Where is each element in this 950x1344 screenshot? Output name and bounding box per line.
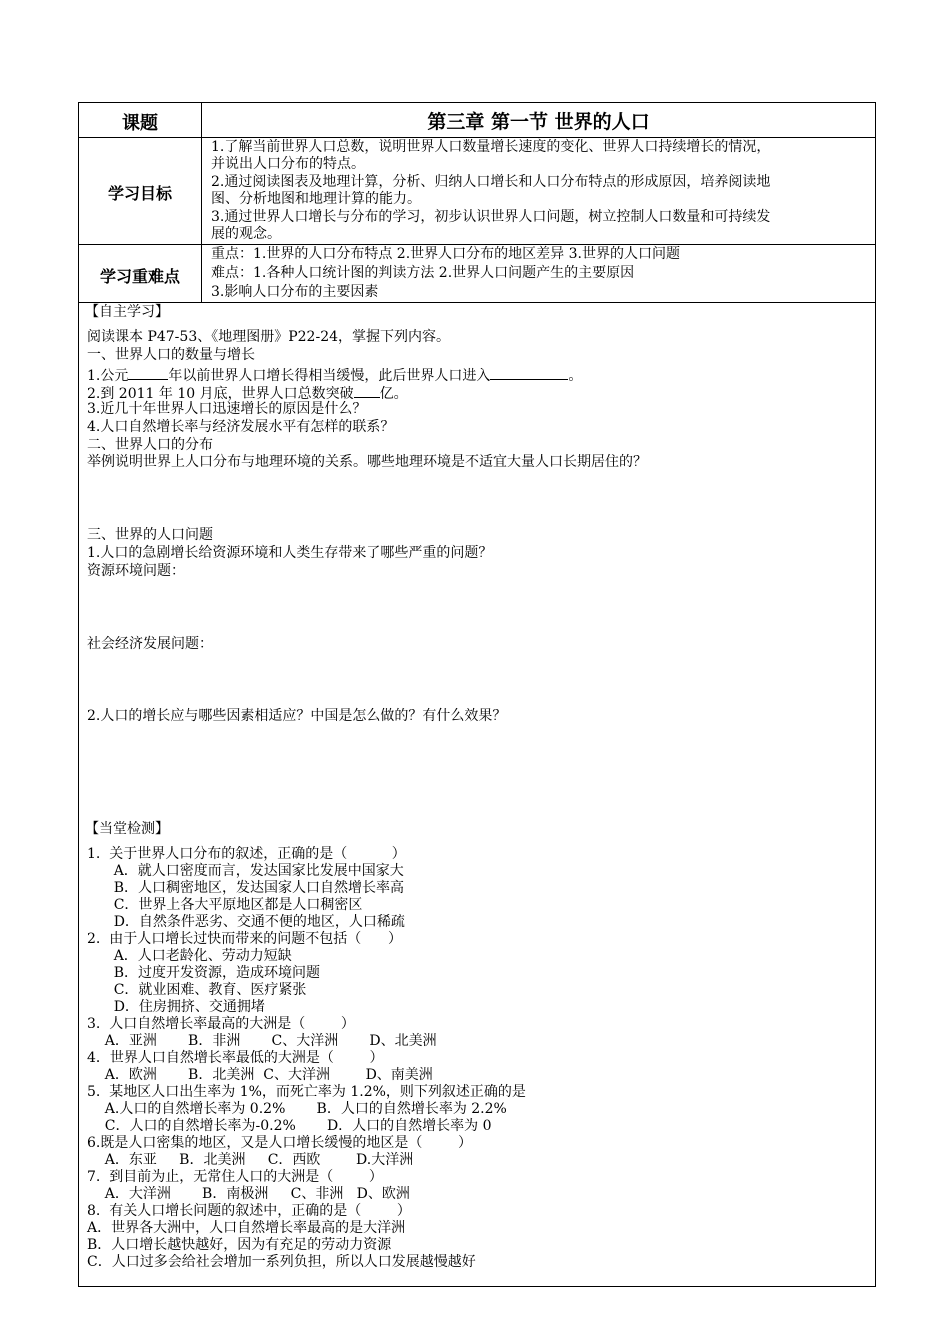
quiz-line: 3. 人口自然增长率最高的大洲是（ ） [87, 1016, 355, 1032]
quiz-line: A．欧洲 B．北美洲 C、大洋洲 D、南美洲 [87, 1067, 433, 1083]
row-divider [79, 244, 875, 245]
reading-intro: 阅读课本 P47-53、《地理图册》P22-24，掌握下列内容。 [87, 329, 451, 345]
question: 1.人口的急剧增长给资源环境和人类生存带来了哪些严重的问题？ [87, 545, 493, 561]
goal-line: 1.了解当前世界人口总数，说明世界人口数量增长速度的变化、世界人口持续增长的情况， [211, 139, 771, 155]
focus-line: 难点：1.各种人口统计图的判读方法 2.世界人口问题产生的主要原因 [211, 265, 635, 281]
question: 4.人口自然增长率与经济发展水平有怎样的联系？ [87, 419, 395, 435]
row-divider [79, 137, 875, 138]
answer-blank[interactable] [354, 383, 380, 398]
quiz-line: B．人口稠密地区，发达国家人口自然增长率高 [87, 880, 404, 896]
answer-blank[interactable] [490, 365, 568, 380]
quiz-line: A．人口老龄化、劳动力短缺 [87, 948, 292, 964]
quiz-line: B．人口增长越快越好，因为有充足的劳动力资源 [87, 1237, 392, 1253]
fill-blank-question: 2.到 2011 年 10 月底，世界人口总数突破 亿。 [87, 383, 408, 403]
quiz-line: D．住房拥挤、交通拥堵 [87, 999, 265, 1015]
focus-line: 重点：1.世界的人口分布特点 2.世界人口分布的地区差异 3.世界的人口问题 [211, 246, 680, 262]
goal-line: 3.通过世界人口增长与分布的学习，初步认识世界人口问题，树立控制人口数量和可持续发 [211, 209, 771, 225]
goal-line: 图、分析地图和地理计算的能力。 [211, 191, 421, 207]
focus-label: 学习重难点 [99, 267, 180, 286]
quiz-heading: 【当堂检测】 [85, 821, 169, 837]
question: 举例说明世界上人口分布与地理环境的关系。哪些地理环境是不适宜大量人口长期居住的？ [87, 454, 647, 470]
quiz-line: 4．世界人口自然增长率最低的大洲是（ ） [87, 1050, 384, 1066]
quiz-line: C．世界上各大平原地区都是人口稠密区 [87, 897, 363, 913]
quiz-line: C．人口过多会给社会增加一系列负担，所以人口发展越慢越好 [87, 1254, 476, 1270]
answer-prompt: 资源环境问题： [87, 563, 185, 579]
goal-line: 展的观念。 [211, 226, 281, 242]
quiz-line: 5. 某地区人口出生率为 1%，而死亡率为 1.2%，则下列叙述正确的是 [87, 1084, 526, 1100]
quiz-line: A．世界各大洲中，人口自然增长率最高的是大洋洲 [87, 1220, 406, 1236]
question: 2.人口的增长应与哪些因素相适应？中国是怎么做的？有什么效果？ [87, 708, 507, 724]
quiz-line: A．东亚 B．北美洲 C．西欧 D.大洋洲 [87, 1152, 414, 1168]
section-heading: 二、世界人口的分布 [87, 437, 213, 453]
quiz-line: 7. 到目前为止，无常住人口的大洲是（ ） [87, 1169, 383, 1185]
answer-prompt: 社会经济发展问题： [87, 636, 213, 652]
quiz-line: A．大洋洲 B．南极洲 C、非洲 D、欧洲 [87, 1186, 410, 1202]
quiz-line: 1. 关于世界人口分布的叙述，正确的是（ ） [87, 846, 406, 862]
goals-label: 学习目标 [107, 184, 172, 203]
quiz-line: C．就业困难、教育、医疗紧张 [87, 982, 307, 998]
quiz-line: C．人口的自然增长率为-0.2% D．人口的自然增长率为 0 [87, 1118, 492, 1134]
quiz-line: A.人口的自然增长率为 0.2% B．人口的自然增长率为 2.2% [87, 1101, 507, 1117]
answer-blank[interactable] [128, 365, 168, 380]
topic-label: 课题 [122, 113, 158, 134]
lesson-sheet [78, 102, 876, 1287]
fill-blank-question: 1.公元 年以前世界人口增长得相当缓慢，此后世界人口进入 。 [87, 365, 582, 385]
quiz-line: 8. 有关人口增长问题的叙述中，正确的是（ ） [87, 1203, 411, 1219]
self-study-heading: 【自主学习】 [85, 304, 169, 320]
quiz-line: A．就人口密度而言，发达国家比发展中国家大 [87, 863, 404, 879]
page-title: 第三章 第一节 世界的人口 [427, 111, 650, 133]
quiz-line: D．自然条件恶劣、交通不便的地区，人口稀疏 [87, 914, 405, 930]
focus-line: 3.影响人口分布的主要因素 [211, 284, 379, 300]
section-heading: 一、世界人口的数量与增长 [87, 347, 255, 363]
goal-line: 2.通过阅读图表及地理计算，分析、归纳人口增长和人口分布特点的形成原因，培养阅读地 [211, 174, 771, 190]
quiz-line: 6.既是人口密集的地区，又是人口增长缓慢的地区是（ ） [87, 1135, 472, 1151]
quiz-line: 2. 由于人口增长过快而带来的问题不包括（ ） [87, 931, 402, 947]
goal-line: 并说出人口分布的特点。 [211, 156, 365, 172]
quiz-line: B．过度开发资源，造成环境问题 [87, 965, 320, 981]
question: 3.近几十年世界人口迅速增长的原因是什么？ [87, 401, 367, 417]
row-divider [79, 302, 875, 303]
quiz-line: A．亚洲 B．非洲 C、大洋洲 D、北美洲 [87, 1033, 437, 1049]
section-heading: 三、世界的人口问题 [87, 527, 213, 543]
